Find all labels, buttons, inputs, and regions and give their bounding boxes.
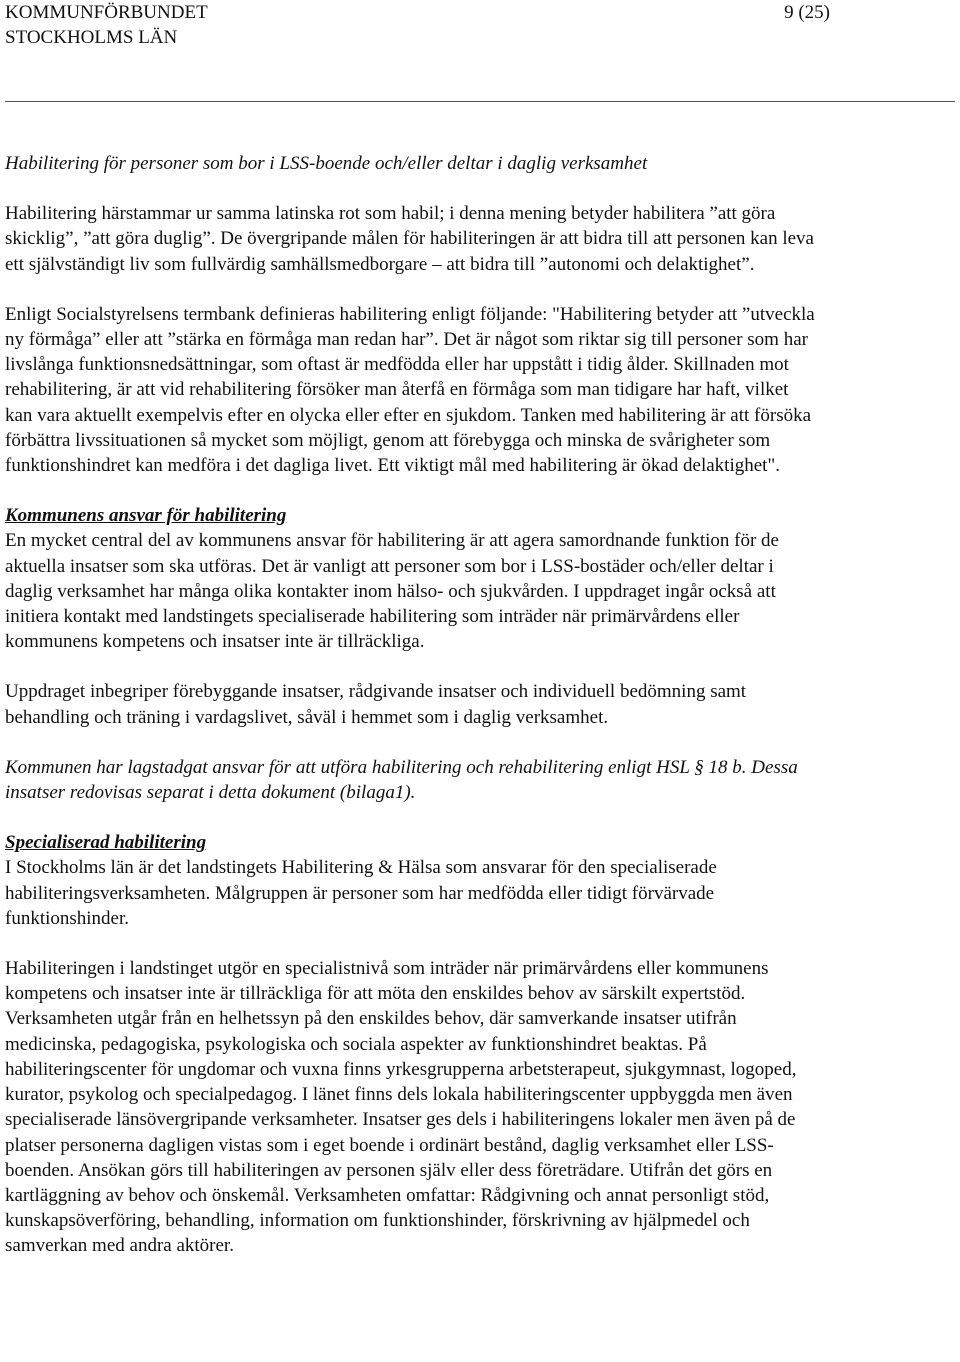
page-header [5, 0, 955, 102]
paragraph-specialiserad: I Stockholms län är det landstingets Habilitering & Hälsa som ansvarar för den specialiserade habiliteringsverksamheten. Målgruppen är personer som har medfödda eller tidigt förvärvade funktionshinder. [5, 857, 717, 929]
document-body [5, 151, 820, 1259]
org-line-2: STOCKHOLMS LÄN [5, 27, 178, 48]
organization-name [5, 0, 208, 50]
paragraph-lagstadgat: Kommunen har lagstadgat ansvar för att utföra habilitering och rehabilitering enligt HSL § 18 b. Dessa insatser redovisas separat i detta dokument (bilaga1). [5, 756, 798, 804]
paragraph-kommunens-ansvar: En mycket central del av kommunens ansvar för habilitering är att agera samordnande funktion för de aktuella insatser som ska utföras. Det är vanligt att personer som bor i LSS-bostäder och/eller deltar i daglig verksamhet har många olika kontakter inom hälso- och sjukvården. I uppdraget ingår också att initiera kontakt med landstingets specialiserade habilitering som inträder när primärvårdens eller kommunens kompetens och insatser inte är tillräckliga. [5, 530, 779, 653]
page-number: 9 (25) [784, 2, 830, 23]
org-line-1: KOMMUNFÖRBUNDET [5, 2, 208, 23]
heading-kommunens-ansvar: Kommunens ansvar för habilitering [5, 505, 287, 527]
heading-specialiserad: Specialiserad habilitering [5, 832, 207, 854]
section-heading-main: Habilitering för personer som bor i LSS-boende och/eller deltar i daglig verksamhet [5, 153, 648, 174]
paragraph-landsting: Habiliteringen i landstinget utgör en specialistnivå som inträder när primärvårdens eller kommunens kompetens och insatser inte är tillräckliga för att möta den enskildes behov av särskilt expertstöd. Verksamheten utgår från en helhetssyn på den enskildes behov, där samverkande insatser utifrån medicinska, pedagogiska, psykologiska och sociala aspekter av funktionshindret beaktas. På habiliteringscenter för ungdomar och vuxna finns yrkesgrupperna arbetsterapeut, sjukgymnast, logoped, kurator, psykolog och specialpedagog. I länet finns dels lokala habiliteringscenter uppbyggda men även specialiserade länsövergripande verksamheter. Insatser ges dels i habiliteringens lokaler men även på de platser personerna dagligen vistas som i eget boende i ordinärt bestånd, daglig verksamhet eller LSS-boenden. Ansökan görs till habiliteringen av personen själv eller dess företrädare. Utifrån det görs en kartläggning av behov och önskemål. Verksamheten omfattar: Rådgivning och annat personligt stöd, kunskapsöverföring, behandling, information om funktionshinder, förskrivning av hjälpmedel och samverkan med andra aktörer. [5, 958, 797, 1257]
paragraph-uppdrag: Uppdraget inbegriper förebyggande insatser, rådgivande insatser och individuell bedömning samt behandling och träning i vardagslivet, såväl i hemmet som i daglig verksamhet. [5, 681, 747, 728]
paragraph-intro: Habilitering härstammar ur samma latinska rot som habil; i denna mening betyder habilitera ”att göra skicklig”, ”att göra duglig”. De övergripande målen för habiliteringen är att bidra till att personen kan leva ett självständigt liv som fullvärdig samhällsmedborgare – att bidra till ”autonomi och delaktighet”. [5, 203, 814, 275]
paragraph-termbank: Enligt Socialstyrelsens termbank definieras habilitering enligt följande: "Habilitering betyder att ”utveckla ny förmåga” eller att ”stärka en förmåga man redan har”. Det är något som riktar sig till personer som har livslånga funktionsnedsättningar, som oftast är medfödda eller har uppstått i tidig ålder. Skillnaden mot rehabilitering, är att vid rehabilitering försöker man återfå en förmåga som man tidigare har haft, vilket kan vara aktuellt exempelvis efter en olycka eller efter en sjukdom. Tanken med habilitering är att försöka förbättra livssituationen så mycket som möjligt, genom att förebygga och minska de svårigheter som funktionshindret kan medföra i det dagliga livet. Ett viktigt mål med habilitering är ökad delaktighet". [5, 303, 815, 477]
